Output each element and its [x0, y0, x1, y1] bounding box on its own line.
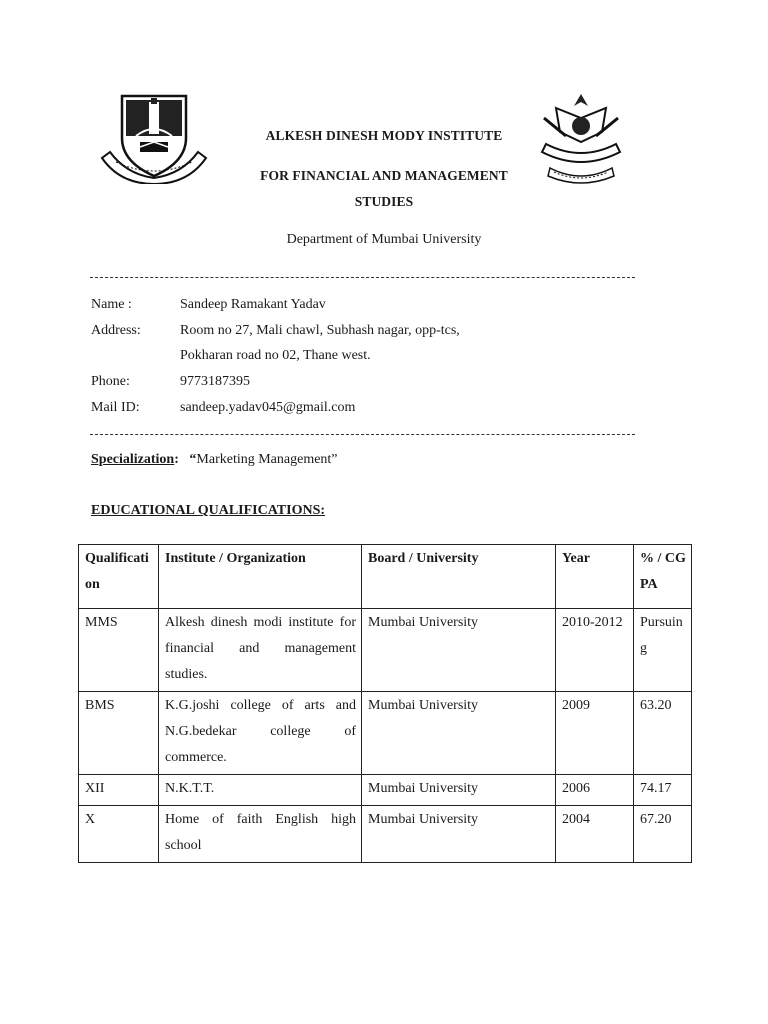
header-year: Year	[556, 545, 634, 609]
phone-label: Phone:	[91, 374, 130, 389]
specialization-label: Specialization	[91, 452, 175, 467]
name-value: Sandeep Ramakant Yadav	[180, 297, 326, 312]
header-institute: Institute / Organization	[159, 545, 362, 609]
table-row	[79, 692, 692, 775]
cell-institute: Alkesh dinesh modi institute for financial and management studies.	[159, 609, 362, 692]
cell-year: 2010-2012	[556, 609, 634, 692]
name-label: Name :	[91, 297, 132, 312]
table-row	[79, 609, 692, 692]
cell-board: Mumbai University	[362, 692, 556, 775]
cell-qualification: XII	[79, 775, 159, 806]
institute-title-line1: ALKESH DINESH MODY INSTITUTE	[265, 128, 503, 143]
specialization	[91, 452, 338, 468]
divider-bottom	[90, 434, 635, 435]
address-line1: Room no 27, Mali chawl, Subhash nagar, opp-tcs,	[180, 323, 460, 338]
cell-qualification: MMS	[79, 609, 159, 692]
cell-institute: N.K.T.T.	[159, 775, 362, 806]
table-header-row	[79, 545, 692, 609]
cell-board: Mumbai University	[362, 609, 556, 692]
divider-top	[90, 277, 635, 278]
cell-board: Mumbai University	[362, 775, 556, 806]
qualifications-table	[78, 544, 692, 863]
cell-institute: K.G.joshi college of arts and N.G.bedekar college of commerce.	[159, 692, 362, 775]
cell-board: Mumbai University	[362, 806, 556, 863]
header-percent: % / CGPA	[634, 545, 692, 609]
cell-year: 2009	[556, 692, 634, 775]
department-line: Department of Mumbai University	[286, 232, 482, 247]
address-label: Address:	[91, 323, 141, 338]
table-row	[79, 806, 692, 863]
cell-percent: Pursuing	[634, 609, 692, 692]
cell-qualification: BMS	[79, 692, 159, 775]
cell-institute: Home of faith English high school	[159, 806, 362, 863]
table-row	[79, 775, 692, 806]
cell-percent: 63.20	[634, 692, 692, 775]
cell-year: 2006	[556, 775, 634, 806]
institute-title-line2: FOR FINANCIAL AND MANAGEMENT	[260, 168, 508, 183]
mail-label: Mail ID:	[91, 400, 140, 415]
header-qualification: Qualification	[79, 545, 159, 609]
cell-qualification: X	[79, 806, 159, 863]
institute-title-line3: STUDIES	[354, 194, 414, 209]
address-line2: Pokharan road no 02, Thane west.	[180, 348, 371, 363]
mail-value: sandeep.yadav045@gmail.com	[180, 400, 356, 415]
specialization-value: Marketing Management”	[196, 452, 338, 467]
phone-value: 9773187395	[180, 374, 250, 389]
cell-percent: 67.20	[634, 806, 692, 863]
education-title: EDUCATIONAL QUALIFICATIONS:	[91, 503, 326, 518]
header-board: Board / University	[362, 545, 556, 609]
specialization-colon: :	[174, 452, 179, 467]
specialization-open-quote: “	[189, 452, 197, 467]
cell-percent: 74.17	[634, 775, 692, 806]
cell-year: 2004	[556, 806, 634, 863]
